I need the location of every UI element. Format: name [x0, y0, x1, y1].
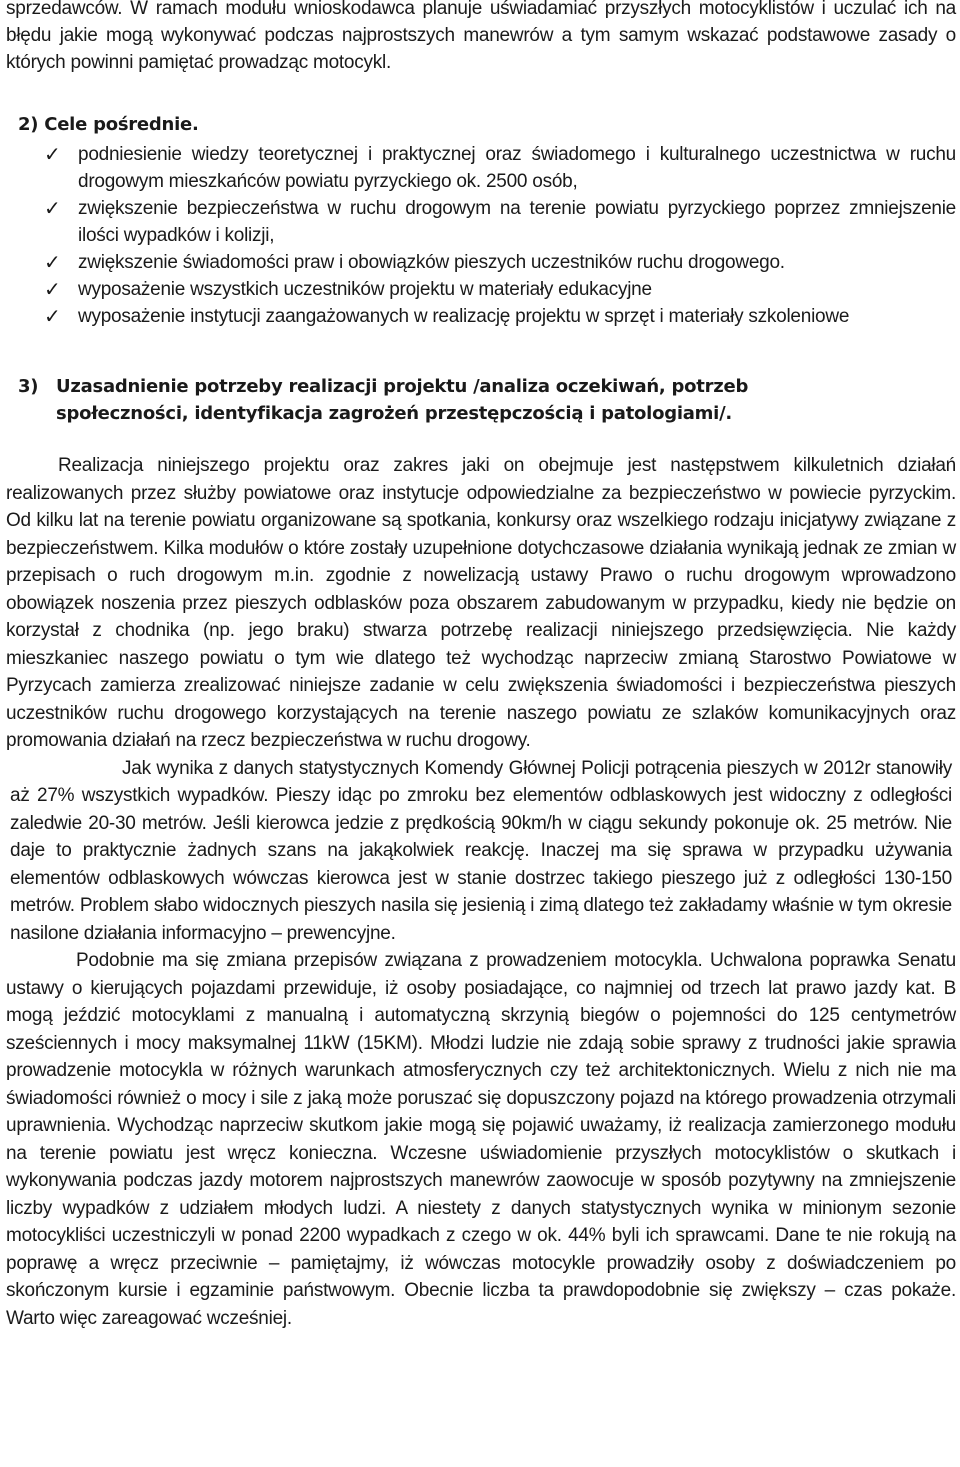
list-item: ✓ zwiększenie świadomości praw i obowiązków pieszych uczestników ruchu drogowego.	[44, 250, 785, 274]
list-item: ✓ wyposażenie wszystkich uczestników projektu w materiały edukacyjne	[44, 277, 652, 301]
paragraph-2: Jak wynika z danych statystycznych Komendy Głównej Policji potrącenia pieszych w 2012r stanowiły aż 27% wszystkich wypadków. Pieszy idąc po zmroku bez elementów odblaskowych jest widoczny z odległości zaledwie 20-30 metrów. Jeśli kierowca jedzie z prędkością 90km/h w ciągu sekundy pokonuje ok. 25 metrów. Nie daje to praktycznie żadnych szans na jakąkolwiek reakcję. Inaczej ma się sprawa w przypadku używania elementów odblaskowych wówczas kierowca jest w stanie dostrzec takiego pieszego już z odległości 130-150 metrów. Problem słabo widocznych pieszych nasila się jesienią i zimą dlatego też zakładamy właśnie w tym okresie nasilone działania informacyjno – prewencyjne.	[10, 757, 952, 944]
section-2-heading: 2) Cele pośrednie.	[18, 114, 199, 135]
intro-paragraph: sprzedawców. W ramach modułu wnioskodawca planuje uświadamiać przyszłych motocyklistów i uczulać ich na błędu jakie mogą wykonywać podczas najprostszych manewrów a tym samym wskazać podstawowe zasady o których powinni pamiętać prowadząc motocykl.	[6, 0, 956, 73]
paragraph-3: Podobnie ma się zmiana przepisów związana z prowadzeniem motocykla. Uchwalona poprawka Senatu ustawy o kierujących pojazdami przewiduje, iż osoby posiadające, co najmniej od trzech lat prawo jazdy kat. B mogą jeździć motocyklami z manualną i automatyczną skrzynią biegów o pojemności do 125 centymetrów sześciennych i mocy maksymalnej 11kW (15KM). Młodzi ludzie nie zdają sobie sprawy z trudności jakie sprawia prowadzenie motocykla w różnych warunkach atmosferycznych czy też architektonicznych. Wielu z nich nie ma świadomości również o mocy i sile z jaką może poruszać się dopuszczony pojazd na którego prowadzenia otrzymali uprawnienia. Wychodząc naprzeciw skutkom jakie mogą się pojawić uważamy, iż realizacja zamierzonego modułu na terenie powiatu jest wręcz konieczna. Wczesne uświadomienie przyszłych motocyklistów o skutkach i wykonywania podczas jazdy motorem najprostszych manewrów zaowocuje w sposób pozytywny na zmniejszenie liczby wypadków z udziałem młodych ludzi. A niestety z danych statystycznych wynika w minionym sezonie motocykliści uczestniczyli w ponad 2200 wypadkach z czego w ok. 44% byli ich sprawcami. Dane te nie rokują na poprawę a wręcz przeciwnie – pamiętajmy, iż wówczas motocykle prowadziły osoby z doświadczeniem po skończonym kursie i egzaminie państwowym. Obecnie liczba ta prawdopodobnie się zwiększy – czas pokaże. Warto więc zareagować wcześniej.	[6, 950, 956, 1329]
section-3-title-line1: Uzasadnienie potrzeby realizacji projektu /analiza oczekiwań, potrzeb	[56, 376, 749, 397]
section-3-heading	[18, 373, 948, 427]
list-item: ✓ zwiększenie bezpieczeństwa w ruchu drogowym na terenie powiatu pyrzyckiego poprzez zmniejszenie ilości wypadków i kolizji,	[44, 196, 956, 246]
body-text	[6, 452, 956, 1332]
checkmark-icon: ✓	[44, 304, 61, 328]
section-3-number: 3)	[18, 376, 39, 397]
paragraph-1: Realizacja niniejszego projektu oraz zakres jaki on obejmuje jest następstwem kilkuletnich działań realizowanych przez służby powiatowe oraz instytucje odpowiedzialne za bezpieczeństwo w powiecie pyrzyckim. Od kilku lat na terenie powiatu organizowane są spotkania, konkursy oraz wszelkiego rodzaju inicjatywy związane z bezpieczeństwem. Kilka modułów o które zostały uzupełnione dotychczasowe działania wynikają jednak ze zmian w przepisach o ruch drogowym m.in. zgodnie z nowelizacją ustawy Prawo o ruchu drogowym wprowadzono obowiązek noszenia przez pieszych odblasków poza obszarem zabudowanym w przypadku, kiedy nie będzie on korzystał z chodnika (np. jego braku) stwarza potrzebę realizacji niniejszego przedsięwzięcia. Nie każdy mieszkaniec naszego powiatu o tym wie dlatego też wychodząc naprzeciw zmianą Starostwo Powiatowe w Pyrzycach zamierza zrealizować niniejsze zadanie w celu zwiększenia świadomości i bezpieczeństwa pieszych uczestników ruchu drogowego korzystających na terenie naszego powiatu ze szlaków komunikacyjnych oraz promowania działań na rzecz bezpieczeństwa w ruchu drogowy.	[6, 455, 956, 751]
checkmark-icon: ✓	[44, 196, 61, 220]
checkmark-icon: ✓	[44, 277, 61, 301]
checkmark-icon: ✓	[44, 250, 61, 274]
goals-list	[0, 141, 960, 330]
checkmark-icon: ✓	[44, 142, 61, 166]
list-item: ✓ wyposażenie instytucji zaangażowanych w realizację projektu w sprzęt i materiały szkoleniowe	[44, 304, 850, 328]
section-3-title-line2: społeczności, identyfikacja zagrożeń przestępczością i patologiami/.	[56, 403, 732, 424]
list-item: ✓ podniesienie wiedzy teoretycznej i praktycznej oraz świadomego i kulturalnego uczestnictwa w ruchu drogowym mieszkańców powiatu pyrzyckiego ok. 2500 osób,	[44, 142, 956, 192]
